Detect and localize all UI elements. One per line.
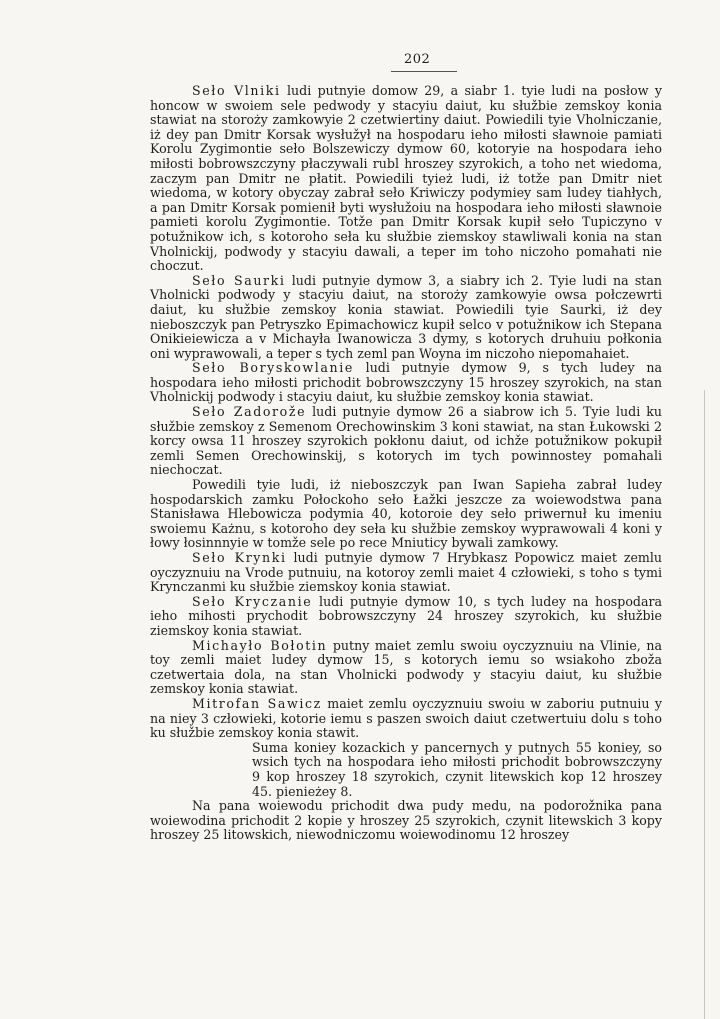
- paragraph-lead: Seło Kryczanie: [192, 593, 313, 609]
- paragraph-text: maiet zemlu oyczyznuiu swoiu w zaboriu putnuiu y na niey 3 człowieki, kotorie iemu s paszen swoich daiut czetwertuiu dolu s toho ku słužbie zemskoy konia stawit.: [150, 695, 662, 741]
- paragraph: [150, 799, 662, 843]
- paragraph-lead: Seło Krynki: [192, 550, 287, 565]
- page-number: 202: [404, 52, 431, 67]
- body-text: [150, 84, 662, 843]
- page-number-rule: [391, 71, 457, 72]
- paragraph: [150, 595, 662, 639]
- paragraph-text: putny maiet zemlu swoiu oyczyznuiu na Vlinie, na toy zemli maiet ludey dymow 15, s kotorych iemu so wsiakoho zboža czetwertaia dola, na stan Vholnicki podwody y stacyiu daiut, ku słužbie zemskoy konia stawiat.: [150, 637, 662, 697]
- paragraph-text: Na pana woiewodu prichodit dwa pudy medu, na podorožnika pana woiewodina prichodit 2 kopie y hroszey 25 szyrokich, czynit litewskich 3 kopy hroszey 25 litowskich, niewodniczomu woiewodinomu 12 hroszey: [150, 798, 662, 843]
- paragraph-text: ludi putnyie dymow 9, s tych ludey na hospodara ieho miłosti prichodit bobrowszczyny 15 hroszey szyrokich, na stan Vholnickij podwody i stacyiu daiut, ku słužbie zemskoy konia stawiat.: [150, 360, 662, 405]
- paragraph-lead: Mitrofan Sawicz: [192, 695, 322, 711]
- paragraph: [150, 274, 662, 362]
- paragraph: [150, 84, 662, 274]
- paragraph: [150, 405, 662, 478]
- paragraph-text: ludi putnyie dymow 26 a siabrow ich 5. Tyie ludi ku słužbie zemskoy z Semenom Orechowinskim 3 koni stawiat, na stan Łukowski 2 korcy owsa 11 hroszey szyrokich pokłonu daiut, od ichže potužnikow pokupił zemli Semen Orechowinskij, s kotorych im tych powinnostey pomahali niechoczat.: [150, 404, 662, 478]
- paragraph-text: ludi putnyie domow 29, a siabr 1. tyie ludi na posłow y honcow w swoiem sele pedwody y stacyiu daiut, ku słužbie zemskoy konia stawiat na storoży zamkowyie 2 czetwiertiny daiut. Powiedili tyie Vholniczanie, iż dey pan Dmitr Korsak wysłužył na hospodaru ieho miłosti sławnoie pamiati Korolu Zygimontie seło Bolszewiczy dymow 60, kotoryie na hospodara ieho miłosti bobrowszczyny płaczywali rubl hroszey szyrokich, a toho net wiedoma, zaczym pan Dmitr ne płatit. Powiedili tyież ludi, iż totže pan Dmitr niet wiedoma, w kotory obyczay zabrał seło Kriwiczy podymiey sam ludey tiahłych, a pan Dmitr Korsak pomienił byti wysłužoiu na hospodara ieho miłosti sławnoie pamieti korolu Zygimontie. Totže pan Dmitr Korsak kupił seło Tupiczyno v potužnikow ich, s kotoroho seła ku słužbie ziemskoy stawliwali konia na stan Vholnickij, podwody y stacyiu dawali, a teper im toho niczoho pomahati nie choczut.: [150, 83, 662, 274]
- paragraph-text: Powedili tyie ludi, iż nieboszczyk pan Iwan Sapieha zabrał ludey hospodarskich zamku Połockoho seło Łažki jeszcze za woiewodstwa pana Stanisława Hlebowicza podymia 40, kotoroie dey seło priwernuł ku imeniu swoiemu Każnu, s kotoroho dey seła ku słužbie zemskoy wyprawowali 4 koni y łowy łosinnnyie w tomže sele po rece Mniuticy bywali zamkowy.: [150, 477, 662, 551]
- paragraph-text: ludi putnyie dymow 10, s tych ludey na hospodara ieho mihosti prychodit bobrowszczyny 24 hroszey szyrokich, ku słužbie ziemskoy konia stawiat.: [150, 593, 663, 638]
- paragraph-lead: Seło Vlniki: [192, 83, 281, 98]
- paragraph-lead: Seło Saurki: [192, 272, 286, 288]
- paragraph-lead: Seło Boryskowlanie: [192, 360, 354, 376]
- paragraph-text: ludi putnyie dymow 3, a siabry ich 2. Tyie ludi na stan Vholnicki podwody y stacyiu daiut, na storoży zamkowyie owsa połczewrti daiut, ku słužbie zemskoy konia stawiat. Powiedili tyie Saurki, iż dey nieboszczyk pan Petryszko Epimachowicz kupił selco v potužnikow ich Stepana Onikieiewicza a v Michayła Iwanowicza 3 dymy, s kotorych druhuiu połkonia oni wyprawowali, a teper s tych zeml pan Woyna im niczoho niepomahaiet.: [150, 272, 662, 361]
- summary-paragraph: [252, 741, 662, 799]
- paragraph: [150, 639, 662, 697]
- paragraph-lead: Michayło Bołotin: [192, 637, 328, 653]
- paragraph: [150, 361, 662, 405]
- paragraph-text: Suma koniey kozackich y pancernych y putnych 55 koniey, so wsich tych na hospodara ieho miłosti prichodit bobrowszczyny 9 kop hroszey 18 szyrokich, czynit litewskich kop 12 hroszey 45. pienieżey 8.: [252, 739, 662, 799]
- paragraph: [150, 697, 662, 741]
- scan-edge-line: [704, 390, 705, 1019]
- paragraph-lead: Seło Zadorože: [192, 404, 307, 420]
- paragraph-text: ludi putnyie dymow 7 Hrybkasz Popowicz maiet zemlu oyczyznuiu na Vrode putnuiu, na kotoroy zemli maiet 4 człowieki, s toho s tymi Krynczanmi ku słužbie ziemskoy konia stawiat.: [150, 550, 662, 595]
- paragraph: [150, 551, 662, 595]
- paragraph: [150, 478, 662, 551]
